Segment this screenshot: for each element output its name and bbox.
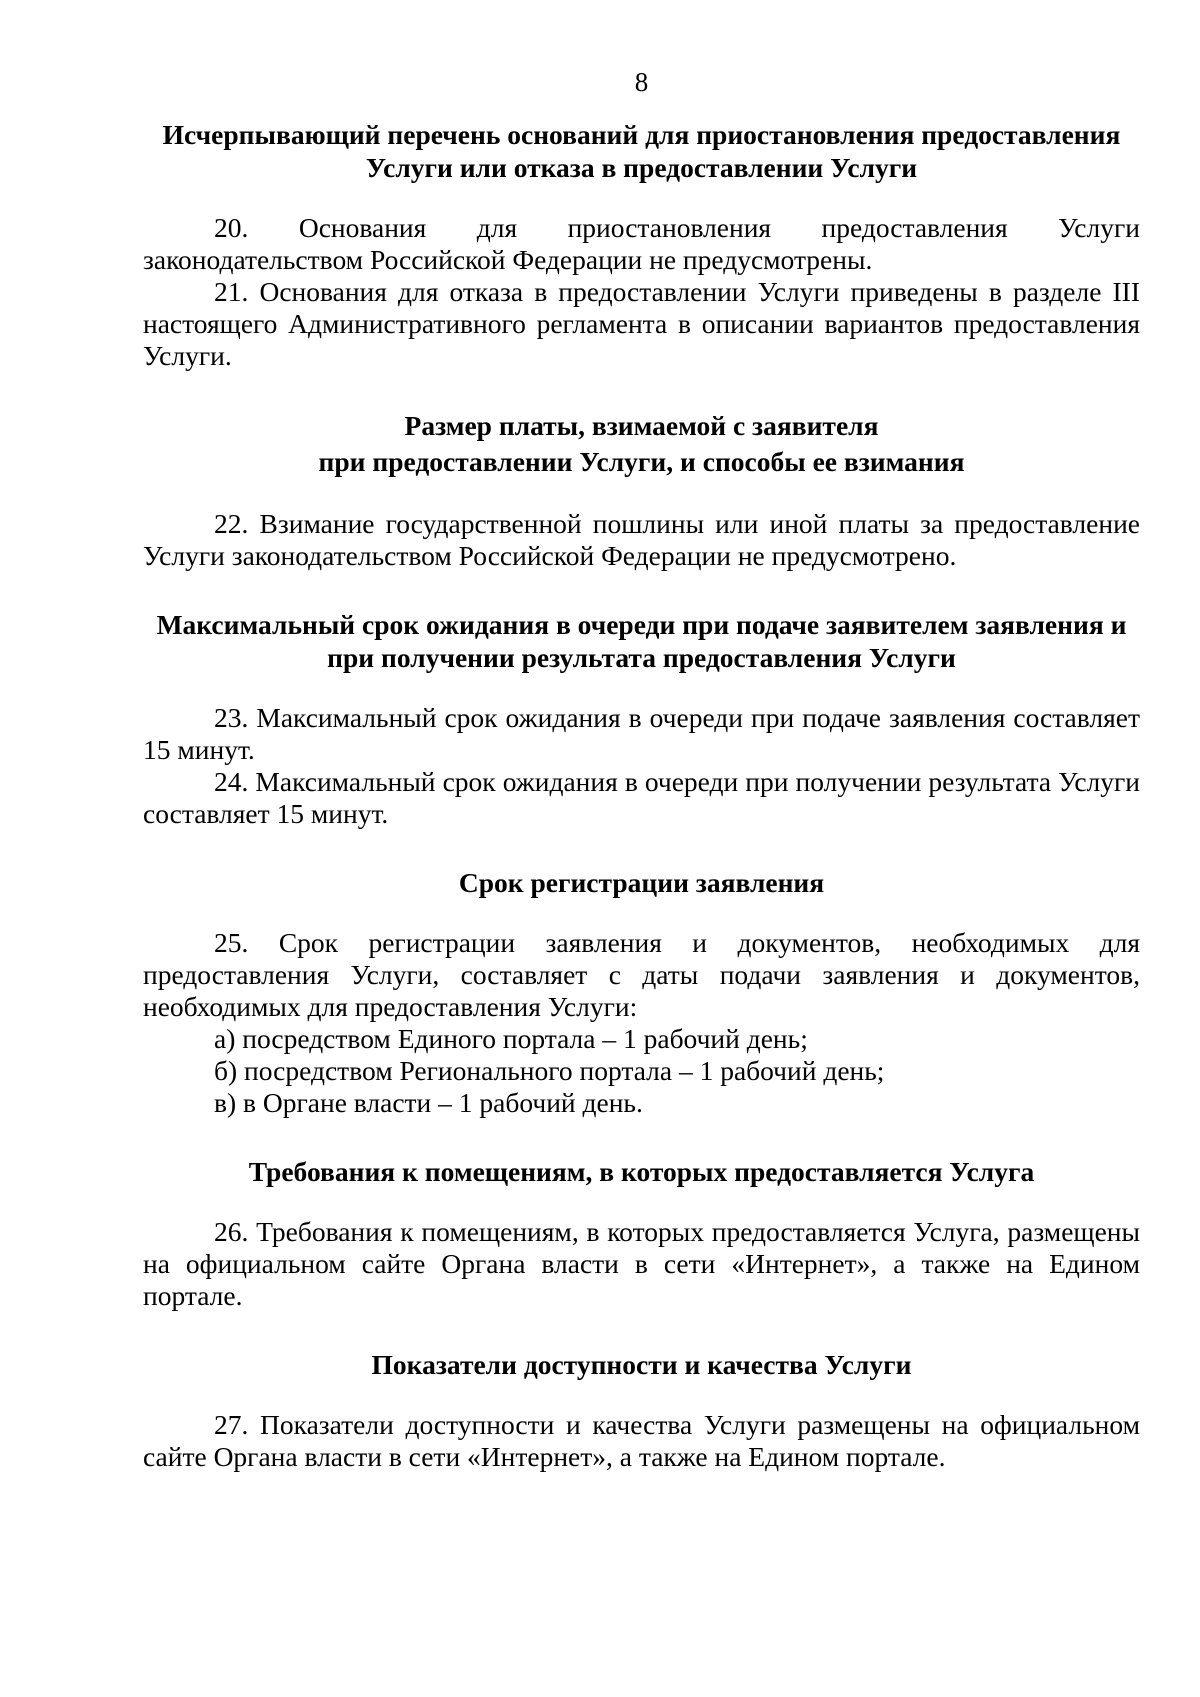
paragraph-20: 20. Основания для приостановления предоставления Услуги законодательством Российской Федерации не предусмотрены. <box>143 212 1140 275</box>
paragraph-23: 23. Максимальный срок ожидания в очереди при подаче заявления составляет 15 минут. <box>143 702 1140 765</box>
section-heading-fee-line-2: при предоставлении Услуги, и способы ее взимания <box>318 446 965 477</box>
list-item-b: б) посредством Регионального портала – 1 рабочий день; <box>214 1055 885 1086</box>
section-heading-queue-time: Максимальный срок ожидания в очереди при подаче заявителем заявления и при получении результата предоставления Услуги <box>156 609 1127 673</box>
paragraph-21: 21. Основания для отказа в предоставлении Услуги приведены в разделе III настоящего Административного регламента в описании вариантов предоставления Услуги. <box>143 276 1140 371</box>
paragraph-24: 24. Максимальный срок ожидания в очереди при получении результата Услуги составляет 15 минут. <box>143 766 1140 829</box>
paragraph-26: 26. Требования к помещениям, в которых предоставляется Услуга, размещены на официальном сайте Органа власти в сети «Интернет», а также на Едином портале. <box>143 1216 1140 1311</box>
paragraph-27: 27. Показатели доступности и качества Услуги размещены на официальном сайте Органа власти в сети «Интернет», а также на Едином портале. <box>143 1409 1140 1472</box>
page-number: 8 <box>634 67 649 97</box>
list-item-a: а) посредством Единого портала – 1 рабочий день; <box>214 1023 808 1054</box>
paragraph-22: 22. Взимание государственной пошлины или иной платы за предоставление Услуги законодательством Российской Федерации не предусмотрено. <box>143 508 1140 571</box>
paragraph-25: 25. Срок регистрации заявления и документов, необходимых для предоставления Услуги, составляет с даты подачи заявления и документов, необходимых для предоставления Услуги: <box>143 927 1140 1022</box>
section-heading-suspension-refusal: Исчерпывающий перечень оснований для приостановления предоставления Услуги или отказа в предоставлении Услуги <box>162 119 1121 183</box>
section-heading-fee-line-1: Размер платы, взимаемой с заявителя <box>404 410 879 441</box>
section-heading-fee <box>143 408 1140 480</box>
section-heading-quality-indicators: Показатели доступности и качества Услуги <box>371 1349 912 1380</box>
list-item-c: в) в Органе власти – 1 рабочий день. <box>214 1087 643 1118</box>
section-heading-registration-term: Срок регистрации заявления <box>458 867 825 898</box>
section-heading-premises: Требования к помещениям, в которых предоставляется Услуга <box>248 1156 1035 1187</box>
